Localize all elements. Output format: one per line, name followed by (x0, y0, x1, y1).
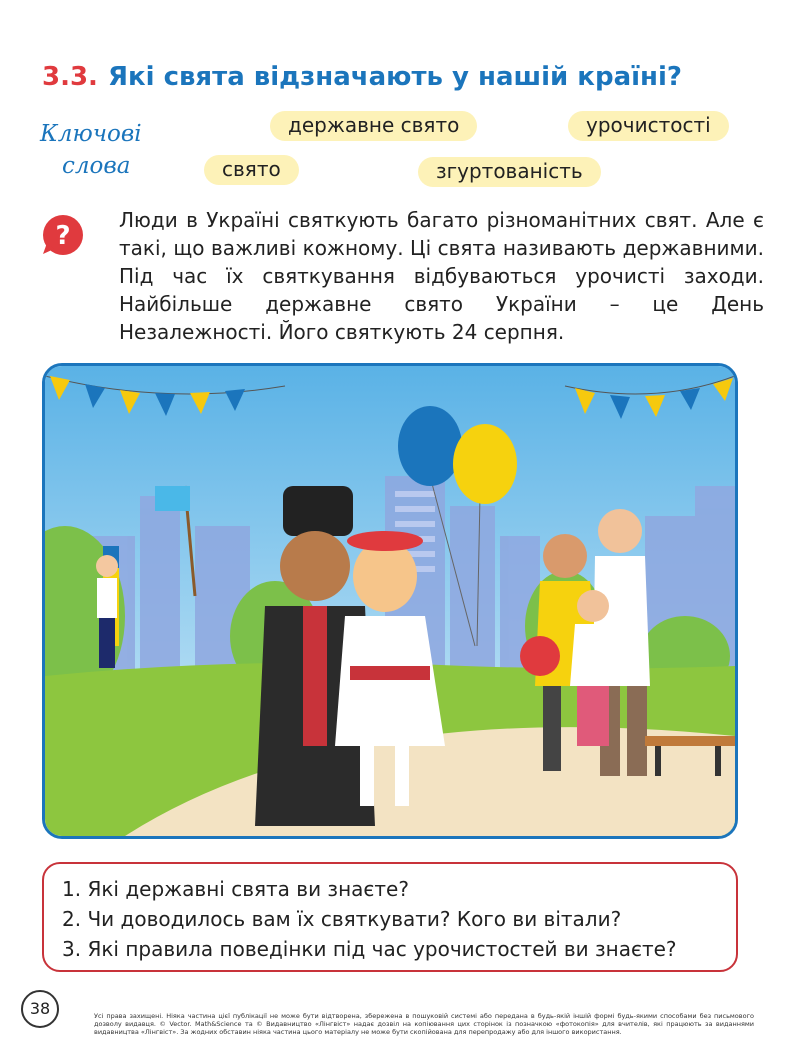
question-item: 2. Чи доводилось вам їх святкувати? Кого ви вітали? (62, 907, 622, 931)
section-number: 3.3. (42, 62, 98, 92)
svg-text:?: ? (55, 221, 71, 251)
intro-paragraph: Люди в Україні святкують багато різноманітних свят. Але є такі, що важливі кожному. Ці свята називають державними. Під час їх святкування відбуваються урочисті заходи. Найбільше державне свято України – це День Незалежності. Його святкують 24 серпня. (119, 208, 764, 344)
page-number: 38 (21, 990, 59, 1028)
question-item: 3. Які правила поведінки під час урочистостей ви знаєте? (62, 937, 677, 961)
keyword-chip: згуртованість (418, 157, 601, 187)
question-mark-icon (40, 213, 84, 257)
copyright-notice: Усі права захищені. Ніяка частина цієї публікації не може бути відтворена, збережена в пошуковій системі або передана в будь-якій іншій формі будь-якими способами без письмового дозволу видавця. © Vector. Math&Science та © Видавництво «Лінгвіст» надає дозвіл на копіювання цих сторінок із позначкою «фотокопія» для вчителів, які працюють за виданнями видавництва «Лінгвіст». За жодних обставин ніяка частина цього матеріалу не може бути скопійована для перепродажу або для іншого використання. (94, 1012, 754, 1036)
section-title (42, 62, 682, 92)
keywords-label-line2: слова (62, 153, 131, 179)
celebration-scene-image (45, 366, 735, 836)
keywords-label (40, 118, 170, 182)
keyword-chip: урочистості (568, 111, 729, 141)
questions-box (42, 862, 738, 972)
illustration (42, 363, 738, 839)
keyword-chip: державне свято (270, 111, 477, 141)
keywords-label-line1: Ключові (40, 121, 142, 147)
keyword-chip: свято (204, 155, 299, 185)
section-heading: Які свята відзначають у нашій країні? (107, 62, 682, 92)
question-item: 1. Які державні свята ви знаєте? (62, 877, 409, 901)
